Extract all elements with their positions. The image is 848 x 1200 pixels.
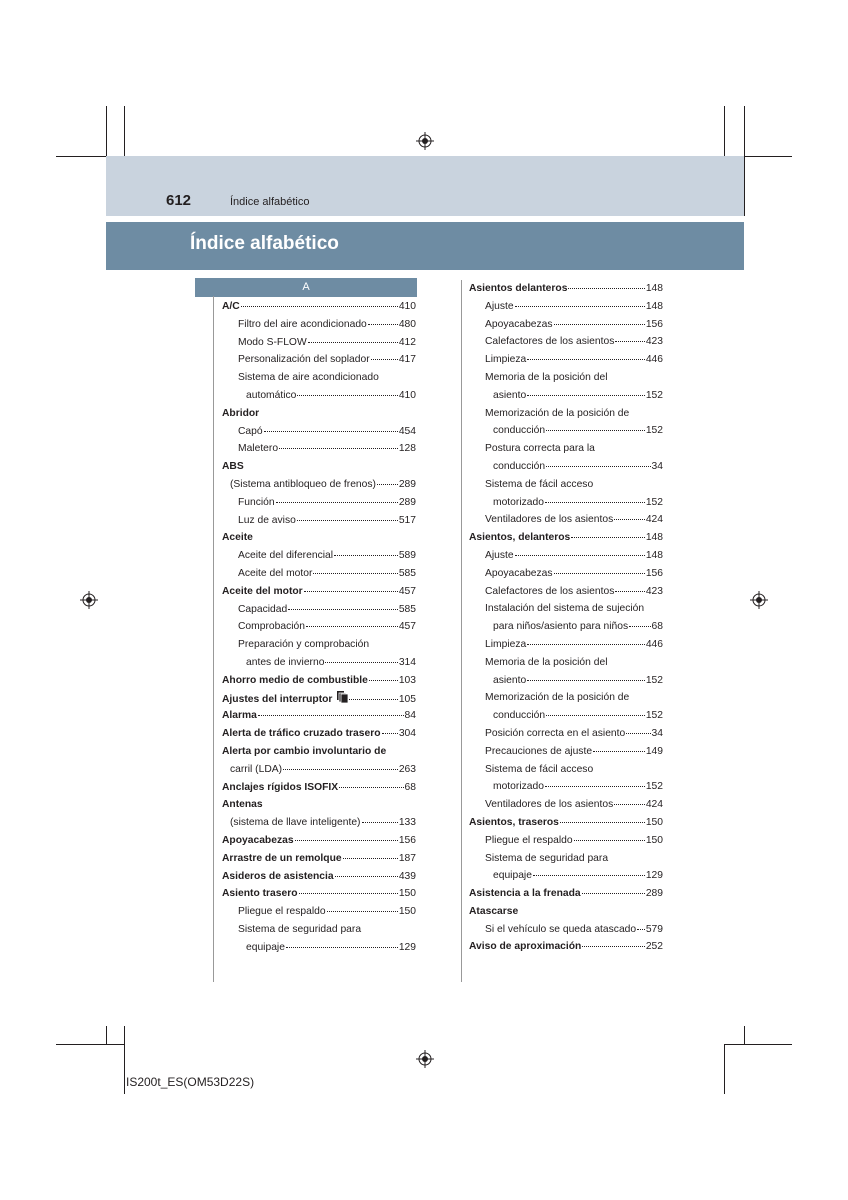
index-entry-page: 152 <box>645 425 663 437</box>
leader-dots <box>377 484 398 485</box>
index-entry-page: 129 <box>645 870 663 882</box>
leader-dots <box>308 342 398 343</box>
leader-dots <box>593 751 645 752</box>
index-entry-text: para niños/asiento para niños <box>493 621 629 633</box>
index-entry-text: conducción <box>493 710 546 722</box>
index-entry-page: 156 <box>645 567 663 579</box>
index-entry-page: 289 <box>645 888 663 900</box>
index-entry-page: 150 <box>398 888 416 900</box>
index-entry-page: 156 <box>645 318 663 330</box>
index-entry <box>469 814 663 832</box>
crop-mark <box>106 1026 107 1044</box>
index-entry <box>469 796 663 814</box>
index-entry-text: Memoria de la posición del <box>485 371 608 383</box>
index-entry <box>222 369 416 387</box>
index-entry-text: (Sistema antibloqueo de frenos) <box>230 478 376 490</box>
index-entry <box>469 832 663 850</box>
index-entry <box>469 867 663 885</box>
index-entry <box>469 707 663 725</box>
index-entry <box>469 387 663 405</box>
index-entry-page: 150 <box>398 906 416 918</box>
index-entry-text: Ahorro medio de combustible <box>222 674 368 686</box>
leader-dots <box>629 626 650 627</box>
index-entry-page: 289 <box>398 496 416 508</box>
index-entry-page: 148 <box>645 532 663 544</box>
leader-dots <box>288 609 398 610</box>
index-entry-page: 68 <box>404 781 416 793</box>
model-code: IS200t_ES(OM53D22S) <box>126 1075 255 1089</box>
crop-mark <box>724 1044 725 1094</box>
index-entry-text: motorizado <box>493 496 544 508</box>
leader-dots <box>614 804 645 805</box>
index-entry <box>222 743 416 761</box>
index-entry-page: 410 <box>398 301 416 312</box>
index-entry <box>222 921 416 939</box>
leader-dots <box>527 680 645 681</box>
book-icon <box>337 691 348 703</box>
leader-dots <box>545 502 645 503</box>
column-rule <box>461 280 462 982</box>
index-entry-page: 34 <box>651 727 663 739</box>
index-entry-text: Limpieza <box>485 354 527 366</box>
leader-dots <box>339 787 403 788</box>
leader-dots <box>382 733 398 734</box>
leader-dots <box>276 502 398 503</box>
index-entry-page: 187 <box>398 852 416 864</box>
section-letter: A <box>195 278 417 297</box>
crop-mark <box>724 106 725 156</box>
index-entry-page: 148 <box>645 549 663 561</box>
leader-dots <box>571 537 645 538</box>
index-entry <box>469 458 663 476</box>
index-entry <box>222 458 416 476</box>
index-entry <box>222 939 416 957</box>
index-entry-page: 289 <box>398 478 416 490</box>
index-entry-page: 105 <box>398 693 416 705</box>
index-entry-page: 457 <box>398 621 416 633</box>
index-entry-text: Postura correcta para la <box>485 443 595 455</box>
index-entry-page: 412 <box>398 336 416 348</box>
leader-dots <box>582 946 644 947</box>
index-entry-text: Sistema de aire acondicionado <box>238 372 379 384</box>
index-entry-page: 150 <box>645 834 663 846</box>
index-entry-page: 149 <box>645 745 663 757</box>
index-entry-text: Aceite del diferencial <box>238 550 334 562</box>
index-entry <box>469 333 663 351</box>
index-entry-text: Sistema de fácil acceso <box>485 478 594 490</box>
index-entry <box>222 796 416 814</box>
leader-dots <box>545 786 645 787</box>
leader-dots <box>313 573 397 574</box>
index-entry <box>469 422 663 440</box>
index-entry-text: Capacidad <box>238 603 288 615</box>
index-entry-text: Alerta de tráfico cruzado trasero <box>222 728 381 740</box>
index-entry <box>222 547 416 565</box>
index-entry <box>222 690 416 708</box>
leader-dots <box>637 929 645 930</box>
index-entry-text: Antenas <box>222 799 263 811</box>
index-entry-text: Pliegue el respaldo <box>238 906 326 918</box>
index-entry <box>222 512 416 530</box>
index-entry-text: A/C <box>222 301 240 312</box>
index-entry-page: 446 <box>645 354 663 366</box>
crop-mark <box>744 1026 745 1044</box>
crop-mark <box>744 106 745 216</box>
index-entry <box>222 316 416 334</box>
leader-dots <box>362 822 398 823</box>
index-entry-text: Personalización del soplador <box>238 354 370 366</box>
index-entry-page: 103 <box>398 674 416 686</box>
index-entry-text: Asistencia a la frenada <box>469 888 581 900</box>
index-entry-text: Abridor <box>222 407 260 419</box>
index-entry-text: Si el vehículo se queda atascado <box>485 923 637 935</box>
crop-mark <box>124 1026 125 1094</box>
leader-dots <box>368 324 398 325</box>
index-entry <box>469 583 663 601</box>
leader-dots <box>306 626 398 627</box>
index-entry-text: Instalación del sistema de sujeción <box>485 603 645 615</box>
index-entry-page: 423 <box>645 336 663 348</box>
leader-dots <box>615 591 644 592</box>
index-entry-page: 417 <box>398 354 416 366</box>
index-entry-page: 589 <box>398 550 416 562</box>
index-entry-text: Memoria de la posición del <box>485 656 608 668</box>
column-rule <box>213 296 214 982</box>
index-entry-page: 579 <box>645 923 663 935</box>
index-entry <box>222 779 416 797</box>
index-entry <box>222 405 416 423</box>
index-entry-text: Anclajes rígidos ISOFIX <box>222 781 339 793</box>
index-entry-page: 446 <box>645 638 663 650</box>
index-entry <box>222 334 416 352</box>
index-entry <box>469 565 663 583</box>
index-entry-page: 439 <box>398 870 416 882</box>
index-entry <box>469 778 663 796</box>
index-entry-text: Aviso de aproximación <box>469 941 582 953</box>
index-entry-text: Ajuste <box>485 549 514 561</box>
leader-dots <box>325 662 397 663</box>
index-entry <box>222 351 416 369</box>
index-entry-page: 457 <box>398 585 416 597</box>
index-entry-page: 454 <box>398 425 416 437</box>
index-entry-text: carril (LDA) <box>230 763 283 775</box>
index-entry-text: Precauciones de ajuste <box>485 745 593 757</box>
index-entry-page: 156 <box>398 834 416 846</box>
leader-dots <box>626 733 650 734</box>
index-entry-text: Capó <box>238 425 263 437</box>
index-entry-page: 84 <box>404 710 416 722</box>
index-entry-page: 152 <box>645 496 663 508</box>
index-entry-text: Ajuste <box>485 300 514 312</box>
index-entry-page: 133 <box>398 817 416 829</box>
index-entry <box>469 761 663 779</box>
leader-dots <box>297 520 398 521</box>
leader-dots <box>349 699 397 700</box>
index-entry <box>222 387 416 405</box>
leader-dots <box>283 769 398 770</box>
index-entry <box>469 654 663 672</box>
index-entry-text: ABS <box>222 461 244 473</box>
index-entry <box>469 636 663 654</box>
index-entry-page: 304 <box>398 728 416 740</box>
leader-dots <box>335 876 398 877</box>
index-entry <box>222 636 416 654</box>
index-entry-text: Memorización de la posición de <box>485 692 630 704</box>
index-entry-page: 252 <box>645 941 663 953</box>
index-entry <box>469 725 663 743</box>
crop-mark <box>724 1044 792 1045</box>
index-entry <box>469 529 663 547</box>
index-entry <box>222 529 416 547</box>
leader-dots <box>515 555 645 556</box>
index-entry-text: Aceite del motor <box>222 585 303 597</box>
leader-dots <box>371 359 398 360</box>
index-column-left <box>222 298 416 956</box>
index-entry-page: 152 <box>645 389 663 401</box>
index-entry-page: 152 <box>645 710 663 722</box>
index-entry-page: 263 <box>398 763 416 775</box>
index-entry-text: Apoyacabezas <box>485 567 553 579</box>
index-entry <box>222 618 416 636</box>
index-entry <box>222 707 416 725</box>
index-entry <box>469 547 663 565</box>
index-entry-text: Sistema de fácil acceso <box>485 763 594 775</box>
index-entry-page: 314 <box>398 656 416 668</box>
index-entry-text: Ajustes del interruptor <box>222 693 333 705</box>
index-entry-text: Apoyacabezas <box>222 834 294 846</box>
leader-dots <box>546 715 645 716</box>
index-entry-page: 68 <box>651 621 663 633</box>
index-entry-text: Aceite <box>222 532 253 544</box>
index-entry-text: automático <box>246 389 297 401</box>
index-entry-page: 152 <box>645 674 663 686</box>
leader-dots <box>343 858 398 859</box>
index-entry-text: Asiento trasero <box>222 888 298 900</box>
index-entry-text: Ventiladores de los asientos <box>485 514 614 526</box>
index-entry-page: 148 <box>645 283 663 294</box>
index-entry <box>222 672 416 690</box>
index-entry-text: Posición correcta en el asiento <box>485 727 626 739</box>
index-entry-text: Modo S-FLOW <box>238 336 307 348</box>
index-entry <box>222 885 416 903</box>
index-entry <box>469 600 663 618</box>
index-entry <box>469 850 663 868</box>
index-entry-text: Apoyacabezas <box>485 318 553 330</box>
leader-dots <box>241 306 398 307</box>
leader-dots <box>554 573 645 574</box>
index-entry-text: Preparación y comprobación <box>238 639 370 651</box>
index-entry-text: (sistema de llave inteligente) <box>230 817 361 829</box>
index-entry <box>222 423 416 441</box>
leader-dots <box>546 430 645 431</box>
index-entry <box>222 565 416 583</box>
index-entry-page: 424 <box>645 799 663 811</box>
index-entry-page: 128 <box>398 443 416 455</box>
index-entry-text: Pliegue el respaldo <box>485 834 573 846</box>
header-band <box>106 156 744 216</box>
index-entry-text: Alerta por cambio involuntario de <box>222 745 387 757</box>
index-entry <box>469 885 663 903</box>
index-entry-page: 148 <box>645 300 663 312</box>
index-entry <box>469 351 663 369</box>
index-entry-text: antes de invierno <box>246 656 325 668</box>
index-entry-text: Atascarse <box>469 905 519 917</box>
index-entry-text: Arrastre de un remolque <box>222 852 342 864</box>
registration-mark-icon <box>80 591 98 609</box>
index-entry-text: Asideros de asistencia <box>222 870 334 882</box>
index-entry-page: 129 <box>398 941 416 953</box>
index-entry <box>469 511 663 529</box>
index-entry <box>469 743 663 761</box>
index-entry-text: Aceite del motor <box>238 567 313 579</box>
leader-dots <box>560 822 645 823</box>
index-entry-page: 34 <box>651 460 663 472</box>
index-entry <box>222 868 416 886</box>
leader-dots <box>369 680 398 681</box>
index-entry-page: 410 <box>398 389 416 401</box>
leader-dots <box>527 644 645 645</box>
leader-dots <box>533 875 645 876</box>
index-entry-text: Sistema de seguridad para <box>238 923 362 935</box>
index-entry <box>469 903 663 921</box>
index-entry-text: Calefactores de los asientos <box>485 585 615 597</box>
index-entry-text: motorizado <box>493 781 544 793</box>
index-entry <box>469 689 663 707</box>
registration-mark-icon <box>416 1050 434 1068</box>
index-entry <box>469 618 663 636</box>
index-entry-text: asiento <box>493 389 527 401</box>
registration-mark-icon <box>750 591 768 609</box>
index-entry <box>469 298 663 316</box>
index-entry-text: asiento <box>493 674 527 686</box>
index-entry-page: 517 <box>398 514 416 526</box>
leader-dots <box>334 555 398 556</box>
index-entry <box>469 405 663 423</box>
index-entry <box>222 903 416 921</box>
index-entry <box>222 601 416 619</box>
index-entry-text: Limpieza <box>485 638 527 650</box>
crop-mark <box>124 106 125 156</box>
index-column-right <box>469 280 663 956</box>
leader-dots <box>546 466 650 467</box>
index-entry <box>222 814 416 832</box>
index-entry-text: conducción <box>493 460 546 472</box>
index-entry-page: 152 <box>645 781 663 793</box>
index-entry <box>222 440 416 458</box>
leader-dots <box>304 591 398 592</box>
index-entry <box>469 938 663 956</box>
page-title: Índice alfabético <box>190 233 339 254</box>
leader-dots <box>264 431 398 432</box>
index-entry-text: Alarma <box>222 710 257 722</box>
index-entry <box>469 672 663 690</box>
leader-dots <box>582 893 645 894</box>
index-entry <box>469 476 663 494</box>
index-entry-text: Ventiladores de los asientos <box>485 799 614 811</box>
index-entry-page: 480 <box>398 318 416 330</box>
index-entry <box>222 761 416 779</box>
leader-dots <box>279 448 398 449</box>
index-entry <box>469 494 663 512</box>
index-entry-page: 424 <box>645 514 663 526</box>
index-entry-text: Maletero <box>238 443 279 455</box>
index-entry-text: Comprobación <box>238 621 305 633</box>
index-entry <box>222 654 416 672</box>
title-band <box>106 222 744 270</box>
leader-dots <box>568 288 644 289</box>
leader-dots <box>554 324 645 325</box>
index-entry <box>469 280 663 298</box>
index-entry-text: Asientos delanteros <box>469 283 568 294</box>
leader-dots <box>615 341 644 342</box>
index-entry-text: Filtro del aire acondicionado <box>238 318 367 330</box>
index-entry <box>469 369 663 387</box>
page-number: 612 <box>166 192 192 209</box>
index-entry-text: equipaje <box>493 870 532 882</box>
index-entry <box>469 440 663 458</box>
index-entry <box>222 850 416 868</box>
leader-dots <box>286 947 398 948</box>
index-entry <box>222 494 416 512</box>
leader-dots <box>574 840 645 841</box>
leader-dots <box>515 306 645 307</box>
leader-dots <box>527 395 645 396</box>
crop-mark <box>56 1044 124 1045</box>
index-entry <box>222 298 416 316</box>
index-entry-text: Asientos, delanteros <box>469 532 571 544</box>
index-entry-text: equipaje <box>246 941 285 953</box>
index-entry-text: Calefactores de los asientos <box>485 336 615 348</box>
index-entry-page: 423 <box>645 585 663 597</box>
index-entry-page: 150 <box>645 816 663 828</box>
index-entry <box>222 832 416 850</box>
leader-dots <box>327 911 398 912</box>
registration-mark-icon <box>416 132 434 150</box>
leader-dots <box>527 359 645 360</box>
running-title: Índice alfabético <box>230 196 310 208</box>
index-entry-text: Memorización de la posición de <box>485 407 630 419</box>
leader-dots <box>614 519 645 520</box>
index-entry-text: Asientos, traseros <box>469 816 559 828</box>
index-entry-text: Luz de aviso <box>238 514 296 526</box>
index-entry-text: conducción <box>493 425 546 437</box>
index-entry <box>222 725 416 743</box>
index-entry-text: Sistema de seguridad para <box>485 852 609 864</box>
leader-dots <box>297 395 397 396</box>
index-entry <box>222 583 416 601</box>
index-entry <box>469 316 663 334</box>
index-entry-text: Función <box>238 496 275 508</box>
leader-dots <box>299 893 398 894</box>
leader-dots <box>295 840 398 841</box>
index-entry-page: 585 <box>398 603 416 615</box>
index-entry <box>222 476 416 494</box>
index-entry-page: 585 <box>398 567 416 579</box>
leader-dots <box>258 715 404 716</box>
index-entry <box>469 921 663 939</box>
